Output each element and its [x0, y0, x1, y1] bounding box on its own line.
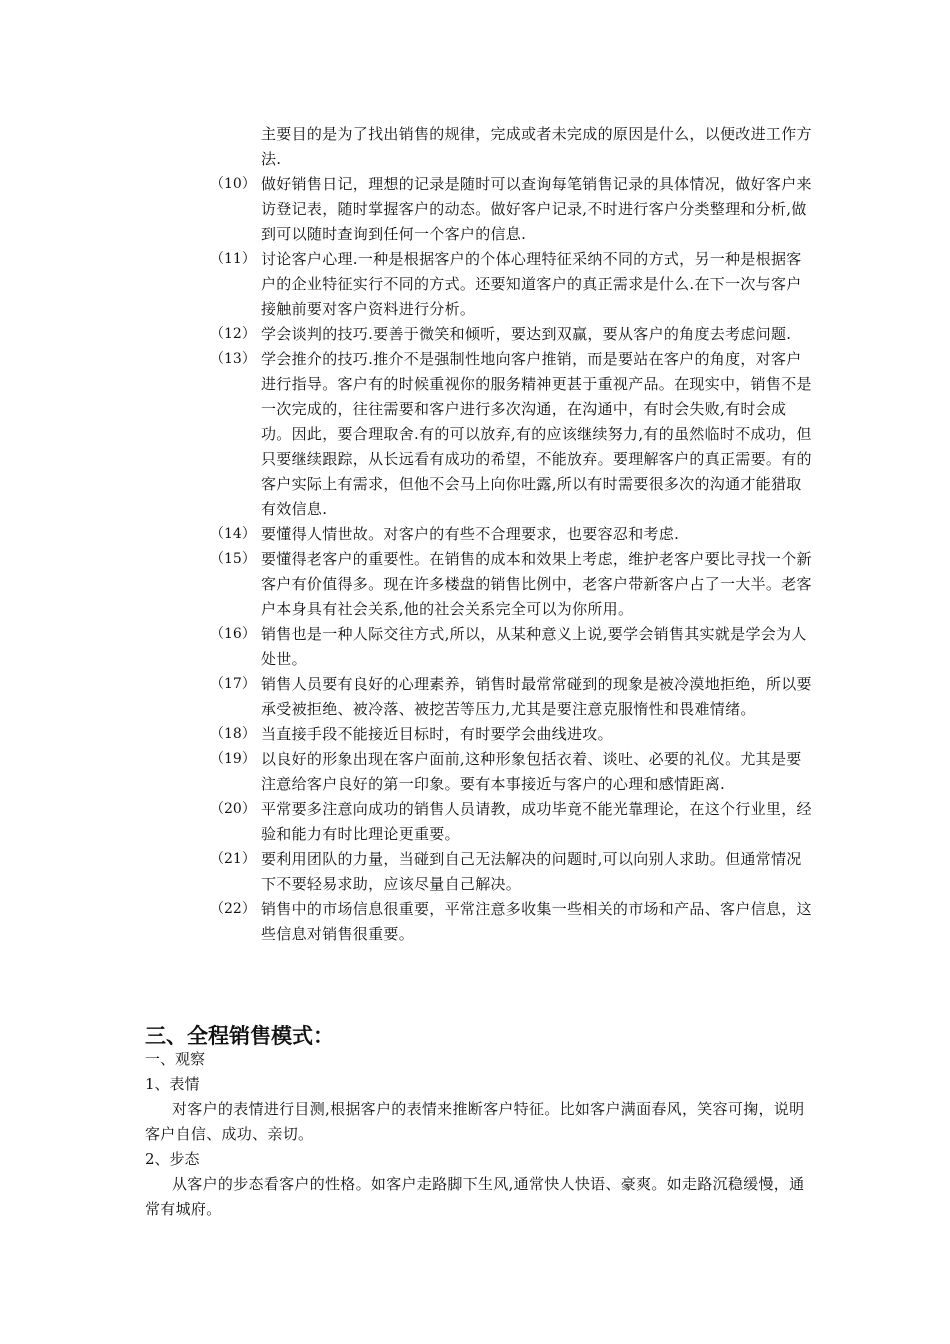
item-text: 讨论客户心理.一种是根据客户的个体心理特征采纳不同的方式，另一种是根据客户的企业特征实行不同的方式。还要知道客户的真正需求是什么.在下一次与客户接触前要对客户资料进行分析。 — [261, 250, 802, 318]
paragraph-gait: 从客户的步态看客户的性格。如客户走路脚下生风,通常快人快语、豪爽。如走路沉稳缓慢，通常有城府。 — [145, 1175, 805, 1218]
item-number: （18） — [210, 726, 256, 742]
item-number: （19） — [210, 751, 256, 767]
list-item — [0, 247, 950, 322]
item-text: 学会推介的技巧.推介不是强制性地向客户推销，而是要站在客户的角度，对客户进行指导。客户有的时候重视你的服务精神更甚于重视产品。在现实中，销售不是一次完成的，往往需要和客户进行多次沟通，在沟通中，有时会失败,有时会成功。因此，要合理取舍.有的可以放弃,有的应该继续努力,有的虽然临时不成功，但只要继续跟踪，从长远看有成功的希望，不能放弃。要理解客户的真正需要。有的客户实际上有需求，但他不会马上向你吐露,所以有时需要很多次的沟通才能猎取有效信息. — [261, 350, 812, 518]
item-number: （12） — [210, 326, 256, 342]
item-text: 做好销售日记，理想的记录是随时可以查询每笔销售记录的具体情况，做好客户来访登记表，随时掌握客户的动态。做好客户记录,不时进行客户分类整理和分析,做到可以随时查询到任何一个客户的信息. — [261, 175, 812, 243]
list-item — [0, 172, 950, 247]
section-heading: 三、全程销售模式： — [145, 1024, 334, 1048]
item-number: （14） — [210, 526, 256, 542]
item-number: （11） — [210, 251, 256, 267]
item-text: 当直接手段不能接近目标时，有时要学会曲线进攻。 — [261, 725, 613, 743]
list-item — [0, 522, 950, 547]
item-text: 要懂得老客户的重要性。在销售的成本和效果上考虑，维护老客户要比寻找一个新客户有价值得多。现在许多楼盘的销售比例中，老客户带新客户占了一大半。老客户本身具有社会关系,他的社会关系完全可以为你所用。 — [261, 550, 812, 618]
list-item — [0, 347, 950, 522]
item-text: 销售中的市场信息很重要，平常注意多收集一些相关的市场和产品、客户信息，这些信息对销售很重要。 — [261, 900, 812, 943]
subheading-observe: 一、观察 — [145, 1050, 206, 1068]
item-text: 以良好的形象出现在客户面前,这种形象包括衣着、谈吐、必要的礼仪。尤其是要注意给客户良好的第一印象。要有本事接近与客户的心理和感情距离. — [261, 750, 802, 793]
list-item — [0, 322, 950, 347]
item-number: （13） — [210, 351, 256, 367]
item-number: （22） — [210, 901, 256, 917]
item-number: （17） — [210, 676, 256, 692]
item-text: 平常要多注意向成功的销售人员请教，成功毕竟不能光靠理论，在这个行业里，经验和能力有时比理论更重要。 — [261, 800, 812, 843]
item-number: （10） — [210, 176, 256, 192]
list-item — [0, 122, 950, 172]
item-text: 要懂得人情世故。对客户的有些不合理要求，也要容忍和考虑. — [261, 525, 680, 543]
list-item — [0, 622, 950, 672]
list-item — [0, 847, 950, 897]
list-item — [0, 797, 950, 847]
item-text: 主要目的是为了找出销售的规律，完成或者未完成的原因是什么，以便改进工作方法. — [261, 125, 812, 168]
list-item — [0, 722, 950, 747]
item-number: （20） — [210, 801, 256, 817]
item-number: （21） — [210, 851, 256, 867]
item-text: 销售也是一种人际交往方式,所以，从某种意义上说,要学会销售其实就是学会为人处世。 — [261, 625, 807, 668]
item-text: 要利用团队的力量，当碰到自己无法解决的问题时,可以向别人求助。但通常情况下不要轻易求助，应该尽量自己解决。 — [261, 850, 802, 893]
item-text: 学会谈判的技巧.要善于微笑和倾听，要达到双赢，要从客户的角度去考虑问题. — [261, 325, 792, 343]
list-item — [0, 747, 950, 797]
subheading-expression: 1、表情 — [145, 1075, 200, 1093]
item-number: （15） — [210, 551, 256, 567]
list-item — [0, 672, 950, 722]
subheading-gait: 2、步态 — [145, 1150, 200, 1168]
list-item — [0, 547, 950, 622]
item-number: （16） — [210, 626, 256, 642]
list-item — [0, 897, 950, 947]
paragraph-expression: 对客户的表情进行目测,根据客户的表情来推断客户特征。比如客户满面春风，笑容可掬，说明客户自信、成功、亲切。 — [145, 1100, 805, 1143]
numbered-list — [0, 122, 950, 947]
item-text: 销售人员要有良好的心理素养，销售时最常常碰到的现象是被冷漠地拒绝，所以要承受被拒绝、被冷落、被挖苦等压力,尤其是要注意克服惰性和畏难情绪。 — [261, 675, 812, 718]
